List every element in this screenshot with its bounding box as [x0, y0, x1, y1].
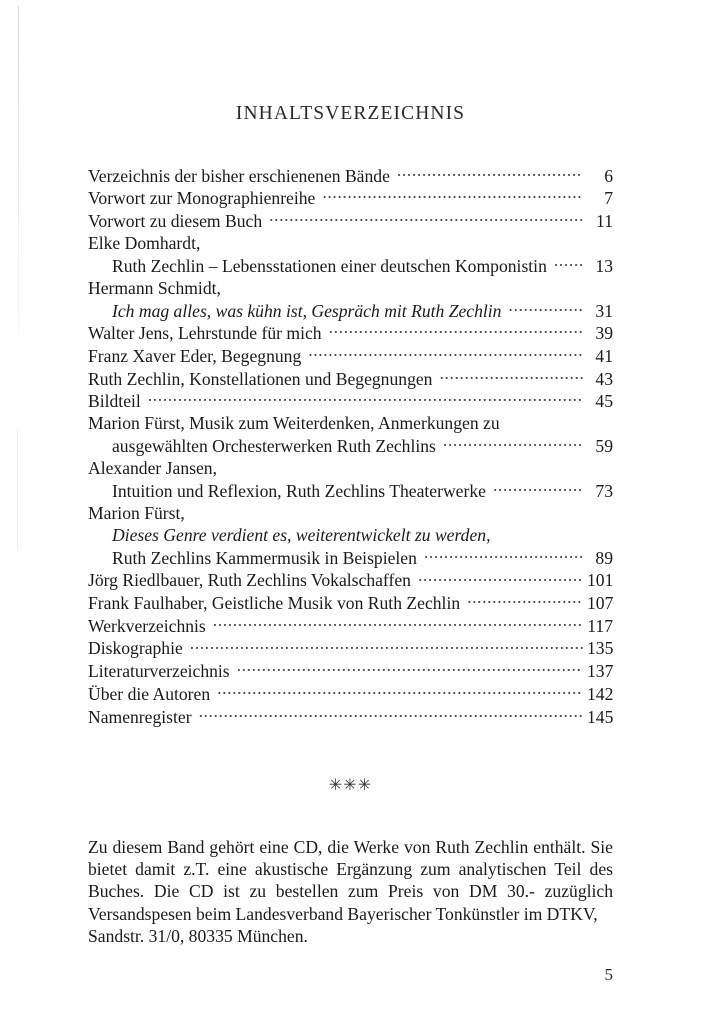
toc-page-number: 7 — [604, 188, 613, 209]
section-divider: ✳✳✳ — [328, 776, 373, 794]
toc-entry-line — [88, 660, 613, 683]
toc-entry-title: Intuition und Reflexion, Ruth Zechlins Theaterwerke — [112, 480, 486, 501]
toc-dot-leader — [199, 705, 583, 723]
toc-entry-title: Literaturverzeichnis — [88, 661, 230, 682]
toc-entry[interactable] — [88, 637, 613, 660]
toc-entry-line — [88, 637, 613, 660]
toc-page-number: 39 — [595, 323, 613, 344]
toc-entry-line — [88, 614, 613, 637]
toc-entry-line — [88, 524, 613, 546]
toc-page-number: 89 — [595, 547, 613, 568]
toc-entry-title: Hermann Schmidt, — [88, 277, 221, 298]
toc-entry-line — [88, 232, 613, 254]
toc-dot-leader — [329, 322, 583, 340]
toc-entry[interactable] — [88, 322, 613, 345]
toc-page-number: 59 — [595, 436, 613, 457]
toc-entry-title: Vorwort zu diesem Buch — [88, 210, 263, 231]
toc-page-number: 6 — [604, 165, 613, 186]
toc-entry[interactable] — [88, 277, 613, 322]
toc-entry[interactable] — [88, 705, 613, 728]
toc-entry[interactable] — [88, 164, 613, 187]
toc-entry-line — [88, 682, 613, 705]
toc-page-number: 73 — [595, 480, 613, 501]
toc-page-number: 142 — [587, 683, 614, 704]
toc-entry-title: Walter Jens, Lehrstunde für mich — [88, 323, 322, 344]
toc-entry-line — [88, 277, 613, 299]
toc-entry-title: Bildteil — [88, 391, 141, 412]
toc-dot-leader — [190, 637, 583, 655]
toc-entry-title: Ich mag alles, was kühn ist, Gespräch mit Ruth Zechlin — [112, 300, 502, 321]
toc-dot-leader — [508, 299, 583, 317]
toc-entry[interactable] — [88, 569, 613, 592]
toc-dot-leader — [237, 660, 583, 678]
toc-entry-title: Marion Fürst, Musik zum Weiterdenken, Anmerkungen zu — [88, 413, 500, 434]
toc-entry-line — [88, 434, 613, 457]
toc-entry-title: Namenregister — [88, 706, 192, 727]
toc-entry-line — [88, 187, 613, 210]
toc-entry[interactable] — [88, 614, 613, 637]
toc-entry-title: Ruth Zechlin, Konstellationen und Begegnungen — [88, 368, 433, 389]
toc-entry-title: Alexander Jansen, — [88, 458, 217, 479]
table-of-contents — [88, 164, 613, 728]
toc-dot-leader — [217, 682, 583, 700]
toc-entry-title: Vorwort zur Monographienreihe — [88, 188, 316, 209]
toc-entry[interactable] — [88, 390, 613, 413]
toc-entry-title: Frank Faulhaber, Geistliche Musik von Ruth Zechlin — [88, 593, 461, 614]
toc-dot-leader — [443, 434, 583, 452]
toc-dot-leader — [322, 187, 583, 205]
toc-dot-leader — [493, 479, 583, 497]
toc-page-number: 137 — [587, 661, 614, 682]
toc-entry-line — [88, 412, 613, 434]
toc-entry-line — [88, 705, 613, 728]
toc-dot-leader — [308, 344, 583, 362]
toc-entry-line — [88, 479, 613, 502]
toc-page-number: 45 — [595, 391, 613, 412]
toc-entry-line — [88, 546, 613, 569]
toc-entry-line — [88, 457, 613, 479]
toc-dot-leader — [554, 254, 583, 272]
closing-note — [88, 836, 613, 948]
toc-entry[interactable] — [88, 209, 613, 232]
toc-entry-line — [88, 592, 613, 615]
toc-entry-line — [88, 322, 613, 345]
toc-entry-line — [88, 164, 613, 187]
toc-dot-leader — [148, 390, 583, 408]
toc-entry-title: Franz Xaver Eder, Begegnung — [88, 345, 302, 366]
toc-entry-title: Ruth Zechlins Kammermusik in Beispielen — [112, 547, 417, 568]
toc-entry-title: Dieses Genre verdient es, weiterentwickelt zu werden, — [112, 525, 491, 546]
toc-page-number: 107 — [587, 593, 614, 614]
toc-entry-title: Elke Domhardt, — [88, 233, 201, 254]
toc-entry-title: Verzeichnis der bisher erschienenen Bände — [88, 165, 390, 186]
toc-entry[interactable] — [88, 682, 613, 705]
toc-dot-leader — [397, 164, 583, 182]
toc-page-number: 117 — [587, 615, 613, 636]
closing-note-last-line: Sandstr. 31/0, 80335 München. — [88, 926, 308, 947]
toc-entry[interactable] — [88, 187, 613, 210]
toc-page-number: 101 — [587, 570, 614, 591]
toc-entry[interactable] — [88, 660, 613, 683]
toc-entry-line — [88, 209, 613, 232]
toc-entry[interactable] — [88, 502, 613, 569]
toc-entry-line — [88, 254, 613, 277]
toc-dot-leader — [439, 367, 583, 385]
toc-entry-title: ausgewählten Orchesterwerken Ruth Zechlins — [112, 436, 436, 457]
toc-entry[interactable] — [88, 367, 613, 390]
page-number: 5 — [604, 965, 613, 984]
toc-page-number: 43 — [595, 368, 613, 389]
toc-page-number: 145 — [587, 706, 614, 727]
page-title: INHALTSVERZEICHNIS — [235, 103, 466, 124]
toc-dot-leader — [424, 546, 583, 564]
toc-page-number: 41 — [595, 345, 613, 366]
closing-note-body: Zu diesem Band gehört eine CD, die Werke von Ruth Zechlin enthält. Sie bietet damit z.T. eine akustische Ergänzung zum analytischen Teil des Buches. Die CD ist zu bestellen zum Preis von DM 30.- zuzüglich Versandspesen beim Landesverband Bayerischer Tonkünstler im DTKV, — [88, 836, 613, 924]
toc-entry-line — [88, 569, 613, 592]
toc-entry[interactable] — [88, 592, 613, 615]
toc-page-number: 13 — [595, 255, 613, 276]
toc-entry-line — [88, 502, 613, 524]
toc-dot-leader — [467, 592, 583, 610]
toc-entry[interactable] — [88, 344, 613, 367]
toc-entry-title: Über die Autoren — [88, 683, 211, 704]
toc-dot-leader — [213, 614, 583, 632]
toc-entry[interactable] — [88, 412, 613, 457]
toc-page-number: 11 — [596, 210, 613, 231]
toc-page-number: 31 — [595, 300, 613, 321]
page-content — [88, 0, 613, 965]
toc-entry-title: Ruth Zechlin – Lebensstationen einer deutschen Komponistin — [112, 255, 547, 276]
toc-entry-line — [88, 367, 613, 390]
toc-entry-title: Jörg Riedlbauer, Ruth Zechlins Vokalschaffen — [88, 570, 411, 591]
toc-dot-leader — [418, 569, 583, 587]
toc-dot-leader — [269, 209, 583, 227]
toc-entry-title: Diskographie — [88, 638, 183, 659]
toc-page-number: 135 — [587, 638, 614, 659]
scan-artifact-line-lower — [17, 430, 18, 550]
toc-entry[interactable] — [88, 457, 613, 502]
toc-entry-line — [88, 344, 613, 367]
scan-artifact-line — [18, 6, 19, 336]
toc-entry-title: Marion Fürst, — [88, 502, 185, 523]
toc-entry-line — [88, 299, 613, 322]
toc-entry[interactable] — [88, 232, 613, 277]
toc-entry-title: Werkverzeichnis — [88, 615, 206, 636]
toc-entry-line — [88, 390, 613, 413]
